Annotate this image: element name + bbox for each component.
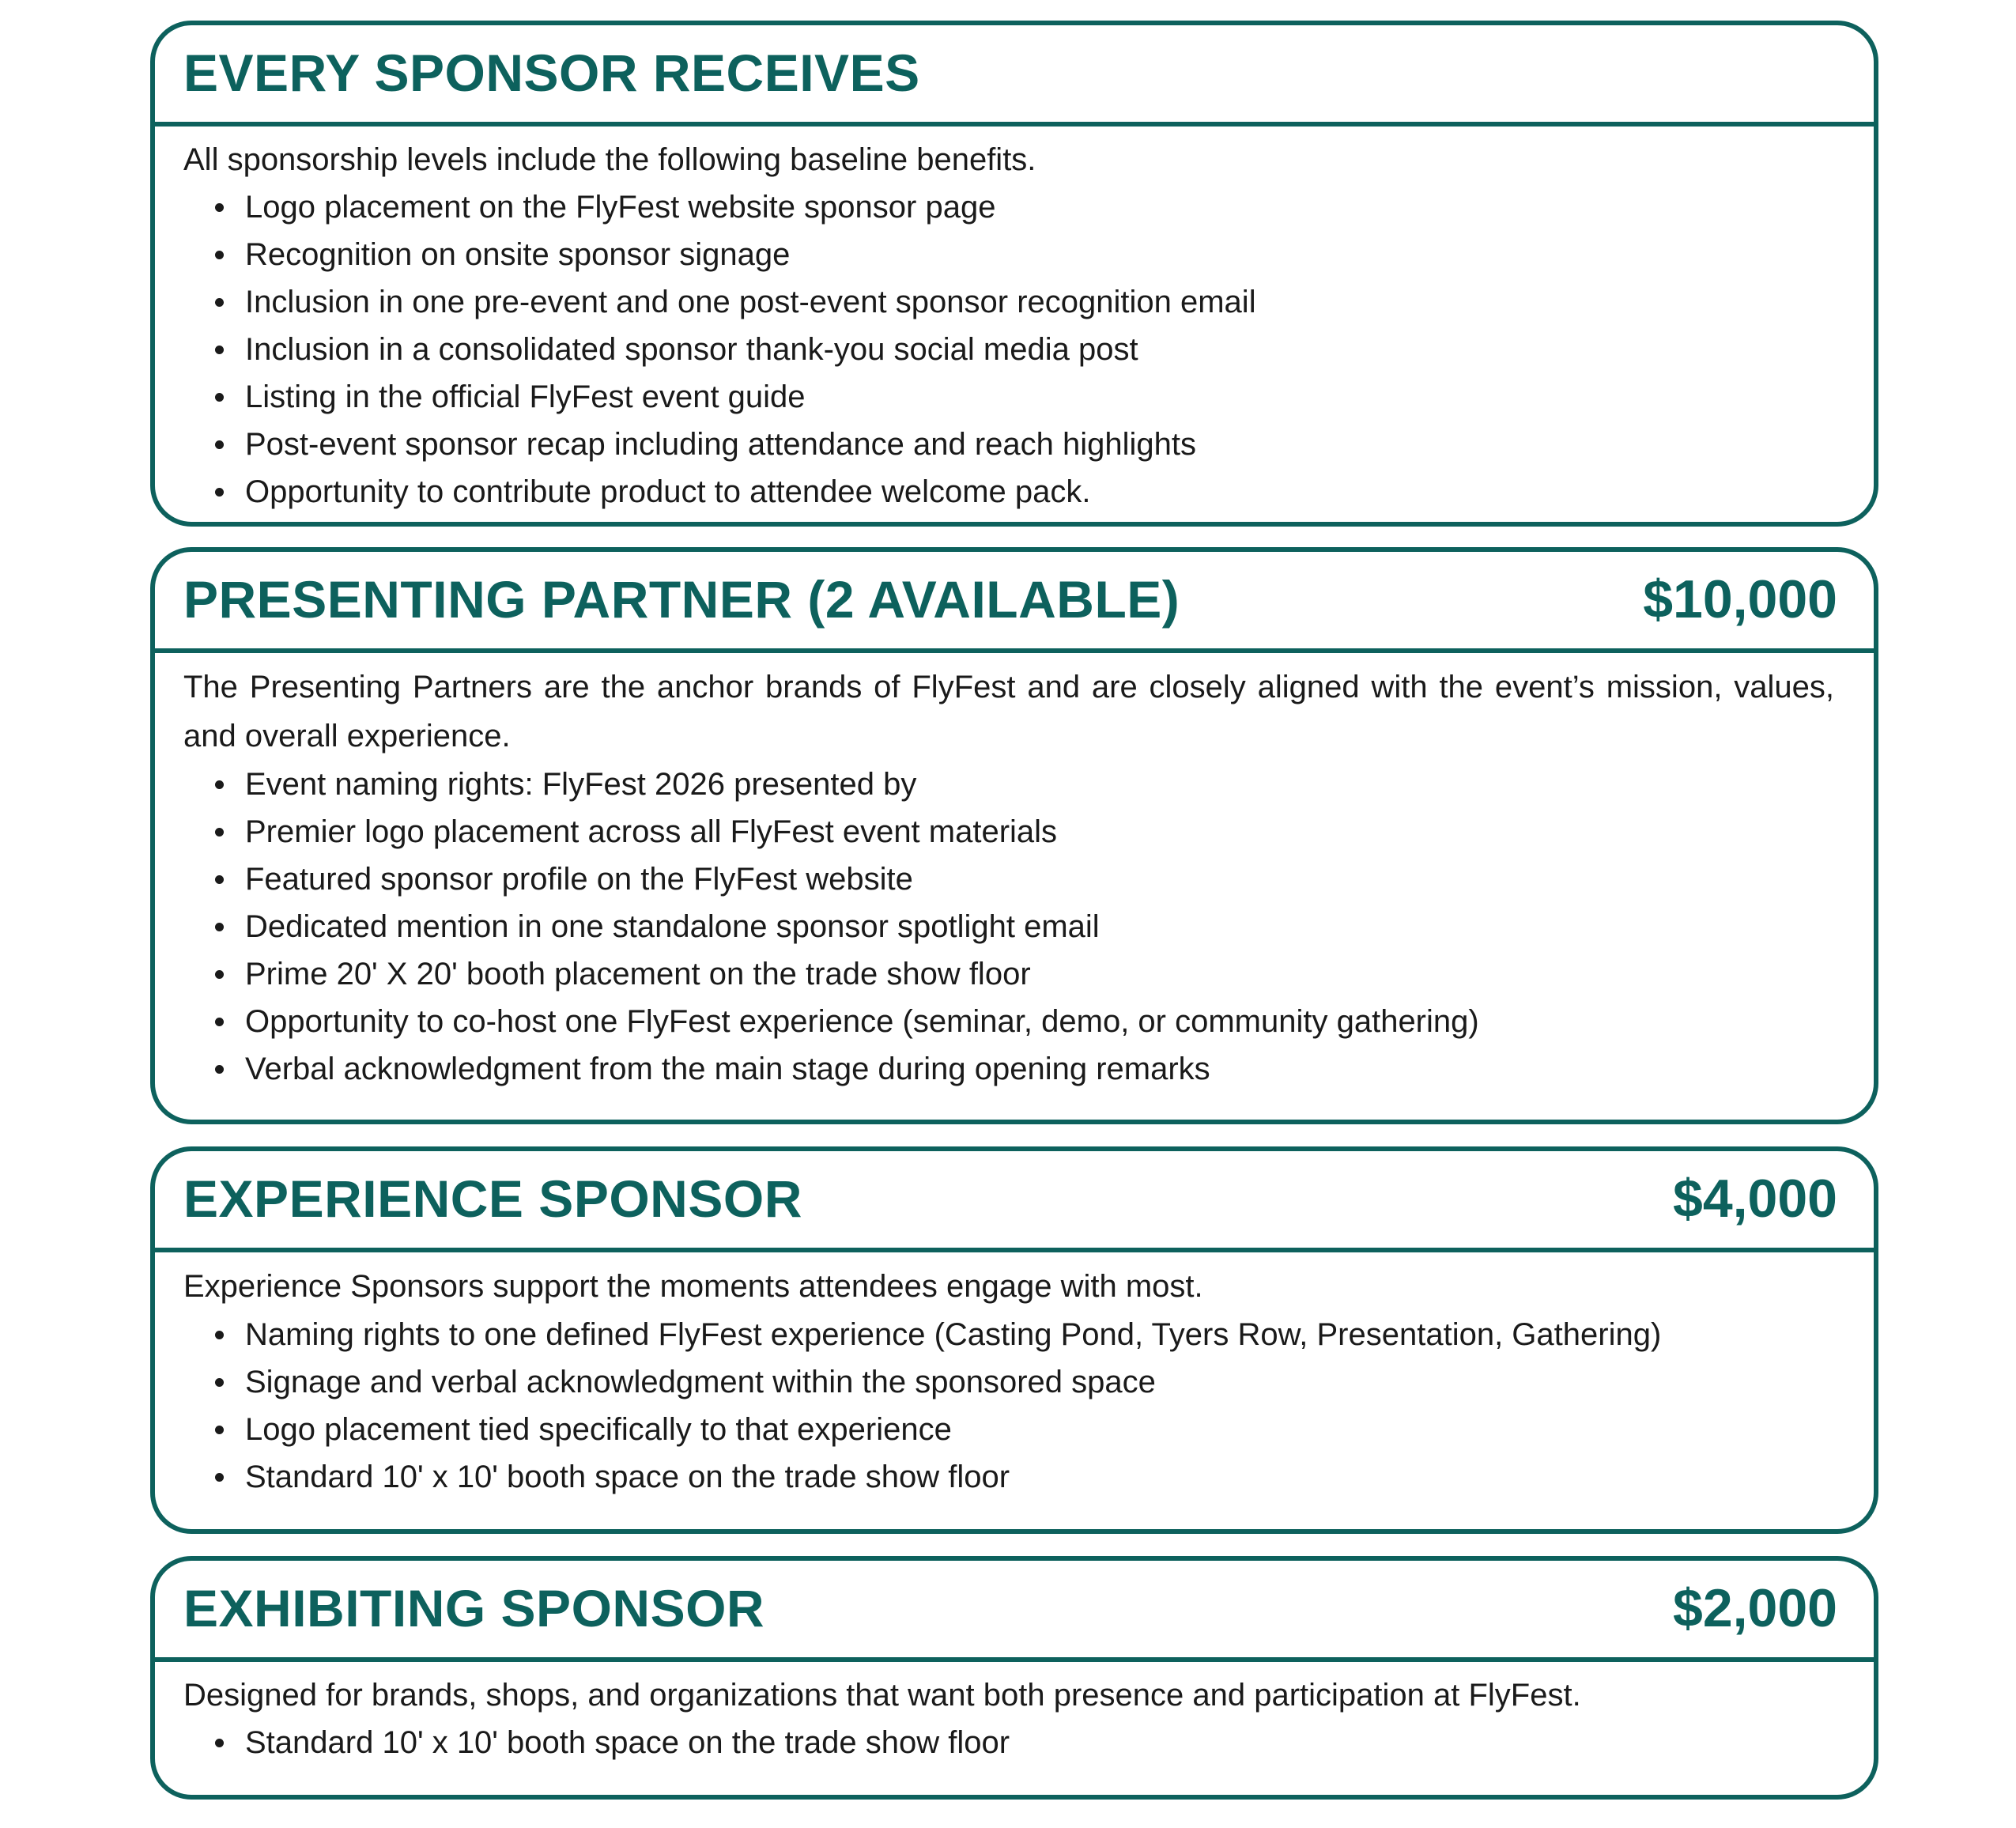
bullet-icon	[215, 1739, 224, 1747]
benefit-text: Listing in the official FlyFest event guide	[245, 380, 806, 414]
bullet-icon	[215, 1426, 224, 1434]
benefit-text: Inclusion in one pre-event and one post-event sponsor recognition email	[245, 285, 1256, 319]
bullet-icon	[215, 440, 224, 449]
section-intro: The Presenting Partners are the anchor brands of FlyFest and are closely aligned with the event’s mission, values, and overall experience.	[183, 670, 1834, 753]
section-price: $4,000	[1673, 1169, 1837, 1229]
benefit-item	[215, 1406, 1834, 1453]
presenting-partner-card	[150, 547, 1878, 1124]
benefit-item	[215, 950, 1834, 998]
benefit-item	[215, 326, 1834, 373]
benefit-text: Premier logo placement across all FlyFest event materials	[245, 814, 1058, 849]
benefit-list	[183, 183, 1834, 516]
section-intro: Designed for brands, shops, and organizations that want both presence and participation at FlyFest.	[183, 1678, 1581, 1713]
bullet-icon	[215, 780, 224, 789]
benefit-text: Verbal acknowledgment from the main stage during opening remarks	[245, 1052, 1210, 1086]
bullet-icon	[215, 875, 224, 884]
bullet-icon	[215, 1065, 224, 1074]
section-title: EVERY SPONSOR RECEIVES	[183, 43, 920, 102]
bullet-icon	[215, 346, 224, 354]
benefit-item	[215, 1453, 1834, 1501]
exhibiting-sponsor-card	[150, 1556, 1878, 1800]
section-price: $10,000	[1643, 569, 1837, 629]
card-header	[155, 1561, 1874, 1662]
benefit-text: Post-event sponsor recap including attendance and reach highlights	[245, 427, 1197, 462]
card-body	[155, 1662, 1874, 1766]
benefit-text: Prime 20' X 20' booth placement on the trade show floor	[245, 957, 1031, 991]
benefit-item	[215, 278, 1834, 326]
card-body	[155, 127, 1874, 516]
benefit-item	[215, 468, 1834, 516]
benefit-text: Logo placement tied specifically to that experience	[245, 1412, 952, 1447]
benefit-item	[215, 998, 1834, 1045]
section-intro: All sponsorship levels include the following baseline benefits.	[183, 142, 1036, 177]
benefit-text: Event naming rights: FlyFest 2026 presented by	[245, 767, 917, 802]
bullet-icon	[215, 970, 224, 979]
section-title: EXPERIENCE SPONSOR	[183, 1169, 802, 1228]
bullet-icon	[215, 298, 224, 307]
bullet-icon	[215, 1018, 224, 1026]
benefit-item	[215, 903, 1834, 950]
every-sponsor-card	[150, 21, 1878, 527]
benefit-item	[215, 1358, 1834, 1406]
benefit-text: Standard 10' x 10' booth space on the trade show floor	[245, 1460, 1010, 1494]
benefit-text: Standard 10' x 10' booth space on the trade show floor	[245, 1725, 1010, 1760]
benefit-item	[215, 183, 1834, 231]
benefit-text: Recognition on onsite sponsor signage	[245, 237, 791, 272]
bullet-icon	[215, 1378, 224, 1387]
card-header	[155, 25, 1874, 127]
section-price: $2,000	[1673, 1578, 1837, 1638]
benefit-list	[183, 761, 1834, 1093]
benefit-text: Logo placement on the FlyFest website sponsor page	[245, 190, 996, 225]
benefit-item	[215, 1719, 1834, 1766]
benefit-item	[215, 761, 1834, 808]
card-header	[155, 1151, 1874, 1252]
experience-sponsor-card	[150, 1146, 1878, 1534]
benefit-item	[215, 808, 1834, 855]
section-intro: Experience Sponsors support the moments attendees engage with most.	[183, 1269, 1203, 1304]
benefit-text: Opportunity to contribute product to attendee welcome pack.	[245, 474, 1091, 509]
benefit-item	[215, 231, 1834, 278]
benefit-text: Opportunity to co-host one FlyFest experience (seminar, demo, or community gathering)	[245, 1004, 1479, 1039]
benefit-item	[215, 1045, 1834, 1093]
benefit-list	[183, 1719, 1834, 1766]
bullet-icon	[215, 828, 224, 837]
section-title: EXHIBITING SPONSOR	[183, 1579, 765, 1637]
benefit-text: Dedicated mention in one standalone sponsor spotlight email	[245, 909, 1100, 944]
bullet-icon	[215, 1331, 224, 1339]
bullet-icon	[215, 1473, 224, 1482]
benefit-list	[183, 1311, 1834, 1501]
benefit-item	[215, 855, 1834, 903]
benefit-text: Inclusion in a consolidated sponsor thank-you social media post	[245, 332, 1138, 367]
bullet-icon	[215, 488, 224, 497]
card-body	[155, 653, 1874, 1093]
benefit-item	[215, 1311, 1834, 1358]
benefit-text: Signage and verbal acknowledgment within the sponsored space	[245, 1365, 1156, 1399]
benefit-item	[215, 373, 1834, 421]
benefit-item	[215, 421, 1834, 468]
bullet-icon	[215, 203, 224, 212]
section-title: PRESENTING PARTNER (2 AVAILABLE)	[183, 570, 1180, 629]
bullet-icon	[215, 393, 224, 402]
bullet-icon	[215, 923, 224, 931]
card-body	[155, 1252, 1874, 1501]
card-header	[155, 552, 1874, 653]
benefit-text: Featured sponsor profile on the FlyFest website	[245, 862, 913, 897]
benefit-text: Naming rights to one defined FlyFest experience (Casting Pond, Tyers Row, Presentation, Gathering)	[245, 1317, 1662, 1352]
bullet-icon	[215, 251, 224, 259]
